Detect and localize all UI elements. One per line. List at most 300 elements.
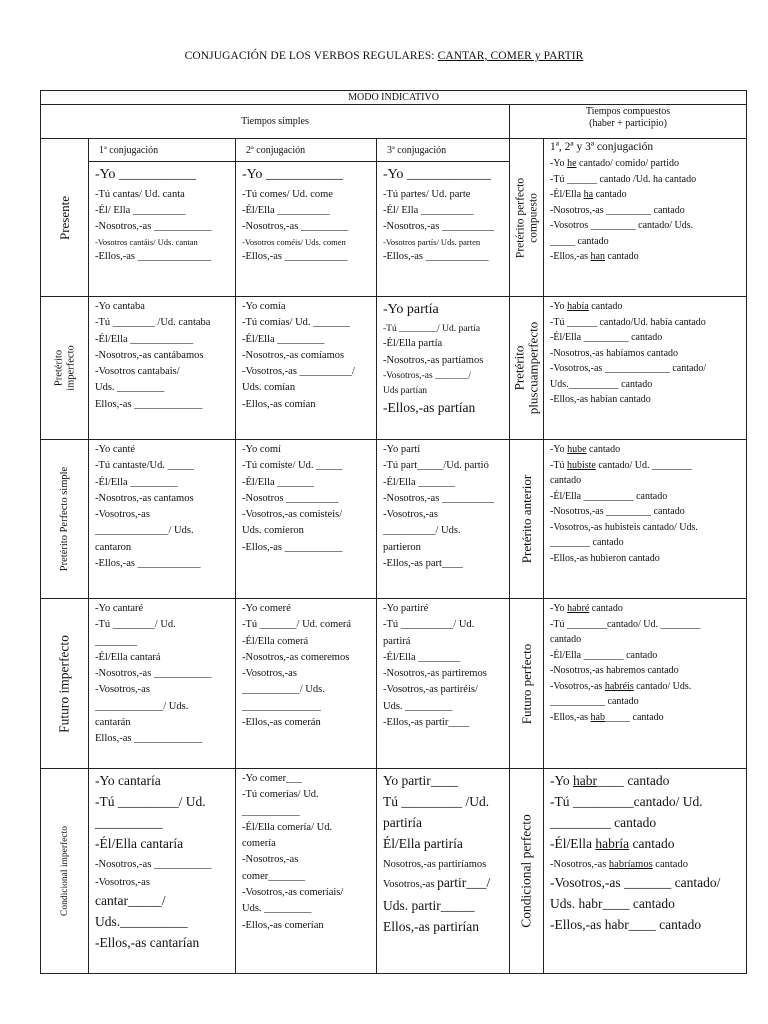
conjugation-line (242, 715, 372, 731)
conjugation-text: cantado/ comido/ partido (576, 158, 679, 170)
conjugation-text: ________ (95, 635, 137, 647)
conjugation-text: -Él/ Ella __________ (95, 204, 186, 216)
conj-cell (89, 162, 236, 297)
compound-tense-label-cell (510, 297, 544, 440)
compound-tense-label-cell (510, 599, 544, 769)
conjugation-line (550, 834, 742, 855)
conjugation-text: ___________/ Uds. (242, 684, 325, 696)
conjugation-line (550, 156, 742, 172)
conjugation-text: -Nosotros,-as _________ (242, 221, 349, 233)
conjugation-text: _____ cantado (550, 235, 609, 247)
tiempos-compuestos-header (510, 105, 747, 139)
compound-cell (544, 139, 747, 297)
conjugation-text: -Yo comí (242, 444, 281, 455)
tense-row (41, 769, 747, 974)
conjugation-line (550, 218, 742, 234)
conjugation-text: habríamos (608, 858, 653, 870)
compound-cell (544, 440, 747, 599)
conjugation-text: cantado (588, 301, 623, 312)
conjugation-text: -Yo canté (95, 444, 136, 455)
conjugation-line (550, 234, 742, 250)
conjugation-text: -Tú ________/ Ud. partía (383, 323, 481, 334)
conjugation-text: -Él/Ella _________ (242, 333, 325, 345)
vertical-tense-label (512, 322, 541, 414)
conjugation-text: cantado (586, 444, 621, 455)
tense-label-cell (41, 599, 89, 769)
conjugation-line (242, 380, 372, 396)
conjugation-text: partirá (383, 635, 411, 647)
conjugation-text: Nosotros,-as partiríamos (383, 858, 487, 870)
conjugation-line (242, 918, 372, 934)
tense-label-cell (41, 769, 89, 974)
conj-cell (236, 297, 377, 440)
conj-cell (377, 599, 510, 769)
conjugation-line (95, 617, 231, 633)
conjugation-line (95, 187, 231, 203)
conjugation-text: -Nosotros,-as (550, 858, 609, 870)
conjugation-text: -Él/Ella cantará (95, 651, 161, 663)
conjugation-line (550, 617, 742, 633)
conjugation-text: _________ cantado (550, 814, 657, 830)
conjugation-line (242, 364, 372, 380)
conjugation-text: Uds. _________ (242, 903, 312, 915)
conjugation-line (383, 299, 505, 322)
conjugation-text: -Yo cantaría (95, 773, 161, 788)
conjugation-line (383, 873, 505, 896)
conjugation-text: Uds. comieron (242, 525, 304, 537)
conjugation-line (383, 369, 505, 384)
conjugation-text: -Ellos,-as ______________ (95, 250, 212, 262)
conjugation-line (383, 896, 505, 917)
conj-cell (377, 162, 510, 297)
conjugation-line (383, 601, 505, 617)
conjugation-text: Uds. _________ (383, 700, 453, 712)
conjugation-text: hube (567, 444, 587, 455)
tense-row (41, 599, 747, 769)
conjugation-line (550, 299, 742, 315)
conjugation-line (550, 473, 742, 489)
conjugation-line (383, 650, 505, 666)
conjugation-text: -Ellos,-as comían (242, 398, 316, 410)
conjugation-line (550, 710, 742, 726)
conjugation-line (95, 792, 231, 813)
conjugation-text: cantado (652, 858, 688, 870)
conjugation-line (95, 364, 231, 380)
conjugation-line (95, 203, 231, 219)
conjugation-text: -Tú ________/ Ud. (95, 619, 176, 631)
conjugation-text: Uds. partir_____ (383, 897, 475, 913)
conjugation-text: -Él/Ella _______ (383, 476, 456, 488)
conjugation-line (242, 475, 372, 491)
conj-cell (89, 297, 236, 440)
tense-label-cell (41, 139, 89, 297)
conjugation-line (242, 187, 372, 203)
conjugation-line (242, 666, 372, 682)
conjugation-text: -Nosotros,-as ___________ (95, 858, 212, 870)
conjugation-text: _______________ (242, 700, 321, 712)
conjugation-text: Uds partían (383, 385, 428, 396)
conjugation-text: Él/Ella partiría (383, 835, 463, 851)
conjugation-text: -Nosotros,-as comeremos (242, 651, 350, 663)
tense-label-cell (41, 440, 89, 599)
conjugation-line (383, 523, 505, 539)
compound-cell (544, 297, 747, 440)
conjugation-text: -Yo partiré (383, 603, 429, 614)
conj-cell (377, 769, 510, 974)
conj-cell (377, 297, 510, 440)
conjugation-text: Ellos,-as partirían (383, 918, 479, 934)
conjugation-line (550, 632, 742, 648)
conjugation-line (550, 648, 742, 664)
conjugation-text: -Vosotros,-as (95, 684, 150, 696)
conjugation-line (550, 203, 742, 219)
conjugation-line (242, 787, 372, 803)
conjugation-line (95, 507, 231, 523)
conjugation-text: habría (595, 835, 630, 851)
conjugation-text: -Nosotros,-as habremos cantado (550, 665, 679, 676)
conjugation-line (95, 601, 231, 617)
conjugation-line (550, 249, 742, 265)
conjugation-line (95, 540, 231, 556)
conjugation-line (550, 377, 742, 393)
conjugation-line (383, 219, 505, 235)
conjugation-line (383, 540, 505, 556)
conjugation-text: -Nosotros,-as ___________ (95, 668, 212, 680)
conjugation-text: -Ellos,-as partir____ (383, 716, 470, 728)
conjugation-text: -Él/Ella (550, 189, 584, 201)
conjugation-line (242, 507, 372, 523)
tense-label-text: Condicional perfecto (518, 814, 534, 928)
conj1-header: 1ª conjugación (89, 139, 236, 162)
conjugation-text: hubiste (566, 459, 596, 471)
conjugation-line (383, 203, 505, 219)
conjugation-line (383, 236, 505, 249)
conjugation-line (242, 219, 372, 235)
vertical-tense-label (519, 643, 533, 724)
conjugation-line (383, 187, 505, 203)
conjugation-line (550, 172, 742, 188)
conjugation-text: habr (573, 773, 598, 788)
conjugation-text: -Vosotros,-as _______ cantado/ (550, 874, 721, 890)
conjugation-text: -Tú _______/ Ud. comerá (242, 619, 352, 631)
conjugation-text: -Él/Ella comerá (242, 635, 309, 647)
conjugation-line (383, 398, 505, 421)
conjugation-line (550, 489, 742, 505)
conjugation-text: __________ (95, 814, 163, 830)
conjugation-line (550, 315, 742, 331)
conjugation-line (95, 731, 231, 747)
conjugation-text: partieron (383, 541, 421, 553)
conjugation-line (95, 523, 231, 539)
conjugation-text: -Él/Ella _________ (95, 476, 178, 488)
conj-cell (236, 440, 377, 599)
conjugation-text: -Yo cantaré (95, 603, 144, 614)
conjugation-line (242, 601, 372, 617)
conjugation-text: Vosotros,-as (383, 878, 438, 890)
conjugation-text: -Yo ___________ (95, 167, 196, 182)
conjugation-line (95, 912, 231, 933)
conjugation-text: -Nosotros,-as comíamos (242, 349, 345, 361)
conjugation-text: _____ cantado (605, 711, 664, 723)
conjugation-line (550, 187, 742, 203)
conj-cell (236, 599, 377, 769)
conjugation-line (242, 869, 372, 885)
conjugation-text: -Tú part_____/Ud. partió (383, 460, 489, 472)
conjugation-line (383, 491, 505, 507)
conjugation-line (550, 679, 742, 695)
conjugation-line (242, 634, 372, 650)
modo-indicativo-header: MODO INDICATIVO (41, 91, 747, 105)
conjugation-text: -Tú ______ cantado/Ud. había cantado (550, 316, 706, 328)
conjugation-line (242, 540, 372, 556)
conjugation-text: -Tú _________/ Ud. (95, 793, 206, 809)
conjugation-line (242, 836, 372, 852)
conjugation-text: -Vosotros,-as (550, 680, 605, 692)
conjugation-text: -Ellos,-as hubieron cantado (550, 552, 660, 564)
tense-label-text: Pretérito anterior (518, 474, 534, 564)
conjugation-text: -Ellos,-as comerían (242, 919, 324, 931)
conjugation-line (242, 523, 372, 539)
conjugation-line (550, 330, 742, 346)
vertical-tense-label (57, 635, 72, 733)
conjugation-line (242, 315, 372, 331)
conjugation-text: -Él/Ella ____________ (95, 333, 194, 345)
vertical-tense-label (514, 177, 539, 257)
conjugation-text: ___________ (242, 805, 300, 817)
conjugation-line (242, 699, 372, 715)
compound-tense-label-cell (510, 440, 544, 599)
conjugation-text: ____ cantado (597, 773, 670, 788)
conjugation-text: -Él/Ella partía (383, 338, 443, 350)
conj2-header: 2ª conjugación (236, 139, 377, 162)
tense-label-text: Pretérito Perfecto simple (58, 466, 70, 572)
conjugation-line (242, 249, 372, 265)
conjugation-line (383, 475, 505, 491)
conjugation-line (550, 813, 742, 834)
conjugation-text: Ellos,-as _____________ (95, 733, 203, 745)
conjugation-text: -Yo (550, 301, 568, 312)
conj3-header: 3ª conjugación (377, 139, 510, 162)
conjugation-text: -Nosotros __________ (242, 492, 339, 504)
conjugation-line (383, 164, 505, 187)
conjugation-line (242, 852, 372, 868)
conjugation-text: -Ellos,-as partían (383, 400, 476, 416)
conjugation-text: cantado (605, 251, 639, 263)
tense-label-text: imperfecto (64, 345, 76, 391)
conjugation-text: -Yo comer___ (242, 773, 302, 784)
title-prefix: CONJUGACIÓN DE LOS VERBOS REGULARES: (184, 50, 438, 62)
conjugation-text: -Ellos,-as habr____ cantado (550, 916, 702, 932)
conjugation-text: -Yo (550, 158, 568, 170)
conjugation-line (95, 834, 231, 855)
compound-cell (544, 769, 747, 974)
conjugation-text: -Él/ Ella __________ (383, 204, 474, 216)
conjugation-text: -Nosotros,-as partíamos (383, 354, 484, 366)
conjugation-line (550, 392, 742, 408)
conjugation-text: -Tú comerías/ Ud. (242, 789, 319, 801)
conjugation-line (95, 236, 231, 249)
conjugation-text: Uds. habr____ cantado (550, 895, 675, 911)
conjugation-text: -Vosotros,-as comeríais/ (242, 886, 344, 898)
compound-tense-label-cell (510, 769, 544, 974)
conjugation-text: -Tú __________/ Ud. (383, 619, 475, 631)
conjugation-text: -Vosotros cantabais/ (95, 366, 180, 378)
conjugation-text: -Nosotros,-as cantábamos (95, 349, 204, 361)
conjugation-text: ___________ cantado (550, 696, 639, 707)
conjugation-line (95, 475, 231, 491)
conj-cell (89, 440, 236, 599)
conjugation-text: cantar_____/ (95, 893, 166, 909)
tense-row (41, 297, 747, 440)
conjugation-line (242, 804, 372, 820)
conjugation-text: ________ cantado (550, 537, 624, 548)
conjugation-text: partiría (383, 814, 422, 830)
conjugation-text: cantado (589, 603, 623, 614)
conjugation-line (242, 164, 372, 187)
conjugation-text: -Nosotros,-as __________ (383, 492, 495, 504)
conjugation-line (95, 397, 231, 413)
conjugation-text: -Vosotros coméis/ Uds. comen (242, 236, 346, 247)
conjugation-text: cantaron (95, 541, 132, 553)
conjugation-text: _____________/ Uds. (95, 700, 189, 712)
conjugation-text: -Tú ________ /Ud. cantaba (95, 317, 211, 329)
conjugation-line (383, 458, 505, 474)
conjugation-text: -Él/Ella cantaría (95, 835, 184, 851)
conjugation-line (550, 855, 742, 873)
conjugation-text: -Tú partes/ Ud. parte (383, 188, 471, 200)
tense-label-cell (41, 297, 89, 440)
conjugation-text: Uds. _________ (95, 382, 165, 394)
tense-label-text: Futuro perfecto (518, 643, 534, 724)
conjugation-text: cantado/ Uds. (633, 680, 692, 692)
conj-cell (236, 769, 377, 974)
conjugation-text: -Vosotros _________ cantado/ Uds. (550, 220, 694, 232)
conjugation-text: Uds. comían (242, 382, 296, 394)
conjugation-line (383, 617, 505, 633)
conjugation-line (550, 458, 742, 474)
conjugation-text: -Vosotros cantáis/ Uds. cantan (95, 236, 198, 247)
conj-cell (236, 162, 377, 297)
conjugation-line (242, 901, 372, 917)
conjugation-line (242, 236, 372, 249)
conjugation-line (95, 249, 231, 265)
conjugation-text: -Tú cantas/ Ud. canta (95, 188, 185, 200)
conjugation-line (95, 556, 231, 572)
conjugation-text: -Tú (550, 459, 567, 471)
conjugation-text: -Tú comías/ Ud. _______ (242, 317, 350, 329)
tiempos-compuestos-subtitle: (haber + participio) (589, 117, 667, 129)
tense-label-text: Futuro imperfecto (56, 634, 72, 733)
tense-label-text: Condicional imperfecto (59, 826, 70, 916)
tense-row (41, 440, 747, 599)
vertical-tense-label (57, 195, 71, 239)
conjugation-line (383, 813, 505, 834)
conjugation-line (95, 855, 231, 873)
conjugation-line (383, 792, 505, 813)
conjugation-text: -Vosotros partís/ Uds. parten (383, 236, 481, 247)
conjugation-text: -Ellos,-as habían cantado (550, 394, 651, 405)
conjugation-line (383, 442, 505, 458)
vertical-tense-label (59, 826, 69, 916)
conjugation-line (383, 353, 505, 369)
conjugation-line (550, 694, 742, 710)
conjugation-line (383, 834, 505, 855)
conjugation-line (550, 520, 742, 536)
conjugation-line (95, 348, 231, 364)
conjugation-line (242, 442, 372, 458)
conjugation-line (242, 203, 372, 219)
conjugation-line (383, 715, 505, 731)
conjugation-line (550, 792, 742, 813)
conjugation-text: han (590, 251, 605, 263)
conjugation-text: -Vosotros,-as (383, 509, 438, 521)
conjugation-text: -Tú cantaste/Ud. _____ (95, 460, 194, 472)
conjugation-text: -Ellos,-as ____________ (383, 250, 489, 262)
conjugation-line (242, 771, 372, 787)
conjugation-line (95, 666, 231, 682)
conjugation-text: -Tú comiste/ Ud. _____ (242, 460, 343, 472)
conjugation-text: -Nosotros,-as ___________ (95, 221, 212, 233)
conjugation-line (95, 219, 231, 235)
conjugation-text: -Ellos,-as part____ (383, 557, 463, 569)
conjugation-text: -Vosotros,-as __________/ (242, 366, 355, 378)
tiempos-simples-header: Tiempos simples (41, 105, 510, 139)
conjugation-line (383, 384, 505, 399)
conjugation-text: -Yo cantaba (95, 301, 145, 312)
conjugation-text: -Nosotros,-as __________ (383, 221, 495, 233)
conjugation-line (383, 699, 505, 715)
conjugation-text: -Yo comeré (242, 603, 291, 614)
conjugation-line (95, 771, 231, 792)
conjugation-text: -Vosotros,-as (95, 876, 150, 888)
conjugation-text: comería (242, 838, 276, 850)
conjugation-text: comer_______ (242, 870, 305, 882)
conjugation-text: cantarán (95, 716, 131, 728)
conjugation-text: cantado (550, 475, 582, 486)
conjugation-line (242, 820, 372, 836)
vertical-tense-label (519, 814, 534, 928)
conjugation-line (383, 634, 505, 650)
conjugation-line (550, 915, 742, 936)
title-verbs: CANTAR, COMER y PARTIR (437, 50, 584, 62)
conjugation-line (242, 617, 372, 633)
tense-label-text: Pretérito perfecto (513, 177, 526, 258)
conjugation-line (242, 397, 372, 413)
conjugation-table (40, 90, 747, 974)
conjugation-text: -Él/Ella comería/ Ud. (242, 821, 333, 833)
conjugation-text: -Él/Ella ________ (383, 651, 461, 663)
conjugation-text: he (567, 158, 577, 170)
conjugation-line (383, 682, 505, 698)
conjugation-line (95, 891, 231, 912)
conjugation-line (550, 346, 742, 362)
conjugation-text: habré (567, 603, 590, 614)
conjugation-text: cantado/ Ud. ________ (595, 459, 692, 471)
conjugation-line (383, 336, 505, 352)
conjugation-text: había (567, 301, 589, 312)
compound-cell (544, 599, 747, 769)
conjugation-text: Uds.__________ cantado (550, 378, 653, 390)
conjugation-line (383, 666, 505, 682)
conjugation-text: Tú _________ /Ud. (383, 793, 490, 809)
conjugation-text: -Yo ___________ (242, 167, 343, 182)
conjugation-text: Yo partir____ (383, 773, 458, 788)
conjugation-text: -Ellos,-as cantarían (95, 935, 200, 951)
compound-tense-label-cell (510, 139, 544, 297)
vertical-tense-label (53, 345, 76, 390)
tense-label-text: Pretérito (511, 345, 527, 391)
conjugation-line (550, 535, 742, 551)
